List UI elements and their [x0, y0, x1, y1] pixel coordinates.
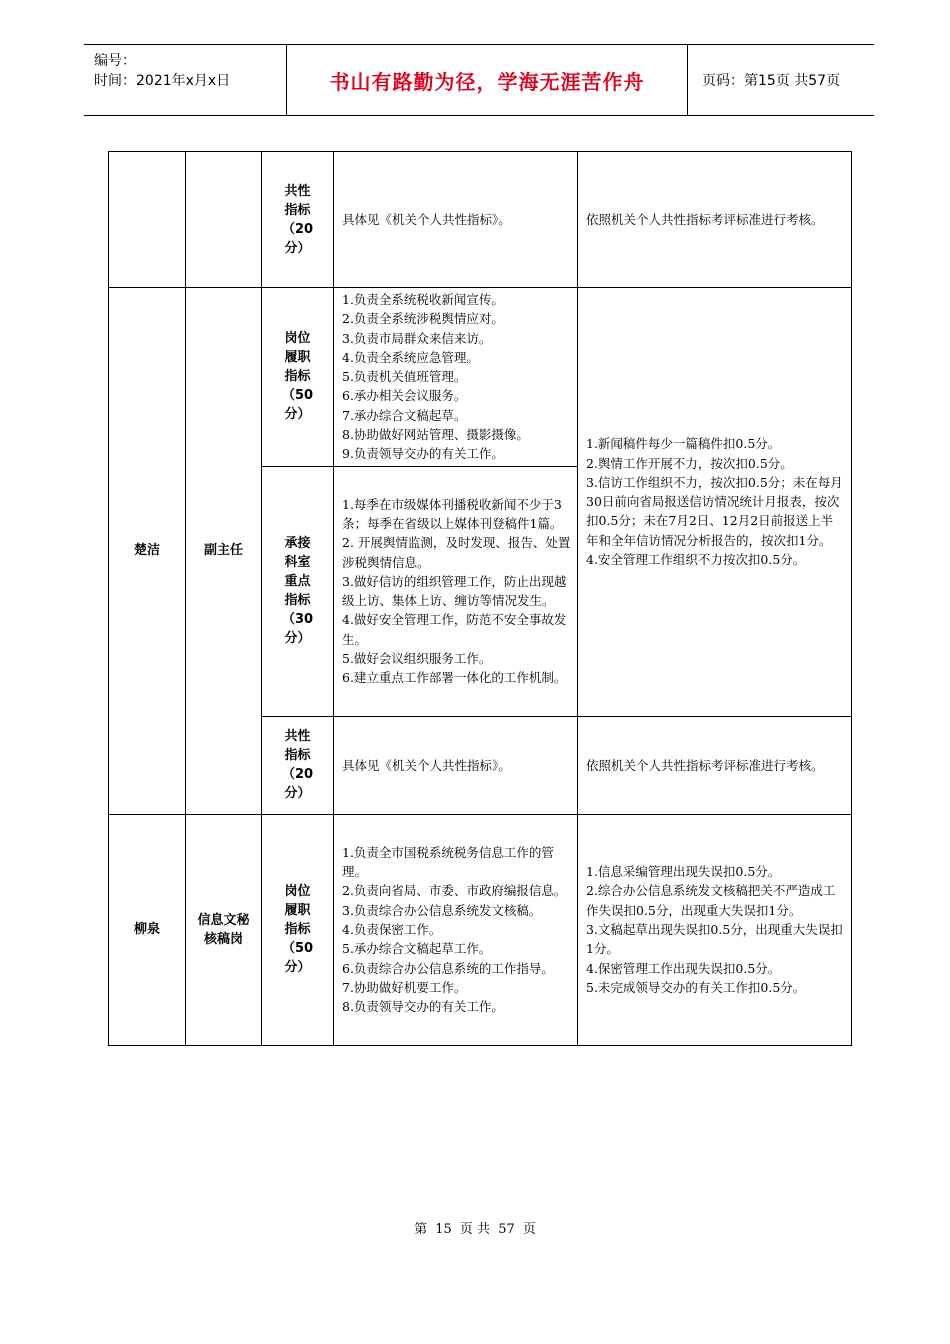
- footer-suffix: 页: [522, 1222, 536, 1237]
- assessment-table: [108, 151, 852, 1046]
- table-row: [109, 152, 852, 288]
- category-cell: 共性 指标 （20 分）: [262, 152, 334, 288]
- content-cell: 具体见《机关个人共性指标》。: [334, 716, 578, 814]
- content-cell: 1.负责全系统税收新闻宣传。 2.负责全系统涉税舆情应对。 3.负责市局群众来信来访。 4.负责全系统应急管理。 5.负责机关值班管理。 6.承办相关会议服务。 7.承办综合文稿起草。 8.协助做好网站管理、摄影摄像。 9.负责领导交办的有关工作。: [334, 288, 578, 467]
- category-cell: 岗位 履职 指标 （50 分）: [262, 814, 334, 1045]
- category-cell: 岗位 履职 指标 （50 分）: [262, 288, 334, 467]
- name-cell: 楚洁: [109, 288, 186, 815]
- rule-cell: 依照机关个人共性指标考评标准进行考核。: [578, 152, 852, 288]
- content-cell: 1.每季在市级媒体刊播税收新闻不少于3条；每季在省级以上媒体刊登稿件1篇。 2. 开展舆情监测，及时发现、报告、处置涉税舆情信息。 3.做好信访的组织管理工作，防止出现越级上访、集体上访、缠访等情况发生。 4.做好安全管理工作，防范不安全事故发生。 5.做好会议组织服务工作。 6.建立重点工作部署一体化的工作机制。: [334, 466, 578, 716]
- category-cell: 承接 科室 重点 指标 （30 分）: [262, 466, 334, 716]
- page-label: 页码：第15页 共57页: [702, 73, 841, 89]
- rule-cell: 1.信息采编管理出现失误扣0.5分。 2.综合办公信息系统发文核稿把关不严造成工作失误扣0.5分，出现重大失误扣1分。 3.文稿起草出现失误扣0.5分，出现重大失误扣1分。 4.保密管理工作出现失误扣0.5分。 5.未完成领导交办的有关工作扣0.5分。: [578, 814, 852, 1045]
- position-cell: 副主任: [186, 288, 262, 815]
- rule-cell: 依照机关个人共性指标考评标准进行考核。: [578, 716, 852, 814]
- content-cell: 具体见《机关个人共性指标》。: [334, 152, 578, 288]
- time-label: 时间：2021年x月x日: [94, 73, 231, 89]
- footer-total-pages: 57: [498, 1222, 515, 1237]
- footer-prefix: 第: [414, 1222, 428, 1237]
- table-row: [109, 288, 852, 467]
- footer-mid: 页 共: [459, 1222, 491, 1237]
- number-label: 编号：: [94, 53, 136, 69]
- position-cell-empty: [186, 152, 262, 288]
- category-cell: 共性 指标 （20 分）: [262, 716, 334, 814]
- name-cell: 柳泉: [109, 814, 186, 1045]
- motto: 书山有路勤为径，学海无涯苦作舟: [286, 45, 688, 115]
- rule-cell: 1.新闻稿件每少一篇稿件扣0.5分。 2.舆情工作开展不力，按次扣0.5分。 3.信访工作组织不力，按次扣0.5分；未在每月30日前向省局报送信访情况统计月报表，按次扣0.5分；未在7月2日、12月2日前报送上半年和全年信访情况分析报告的，按次扣1分。 4.安全管理工作组织不力按次扣0.5分。: [578, 288, 852, 717]
- page-header: [84, 44, 874, 116]
- content-cell: 1.负责全市国税系统税务信息工作的管理。 2.负责向省局、市委、市政府编报信息。 3.负责综合办公信息系统发文核稿。 4.负责保密工作。 5.承办综合文稿起草工作。 6.负责综合办公信息系统的工作指导。 7.协助做好机要工作。 8.负责领导交办的有关工作。: [334, 814, 578, 1045]
- table-row: [109, 814, 852, 1045]
- name-cell-empty: [109, 152, 186, 288]
- position-cell: 信息文秘 核稿岗: [186, 814, 262, 1045]
- page-footer: [0, 1218, 950, 1237]
- header-meta: [94, 51, 230, 91]
- footer-page-number: 15: [435, 1222, 452, 1237]
